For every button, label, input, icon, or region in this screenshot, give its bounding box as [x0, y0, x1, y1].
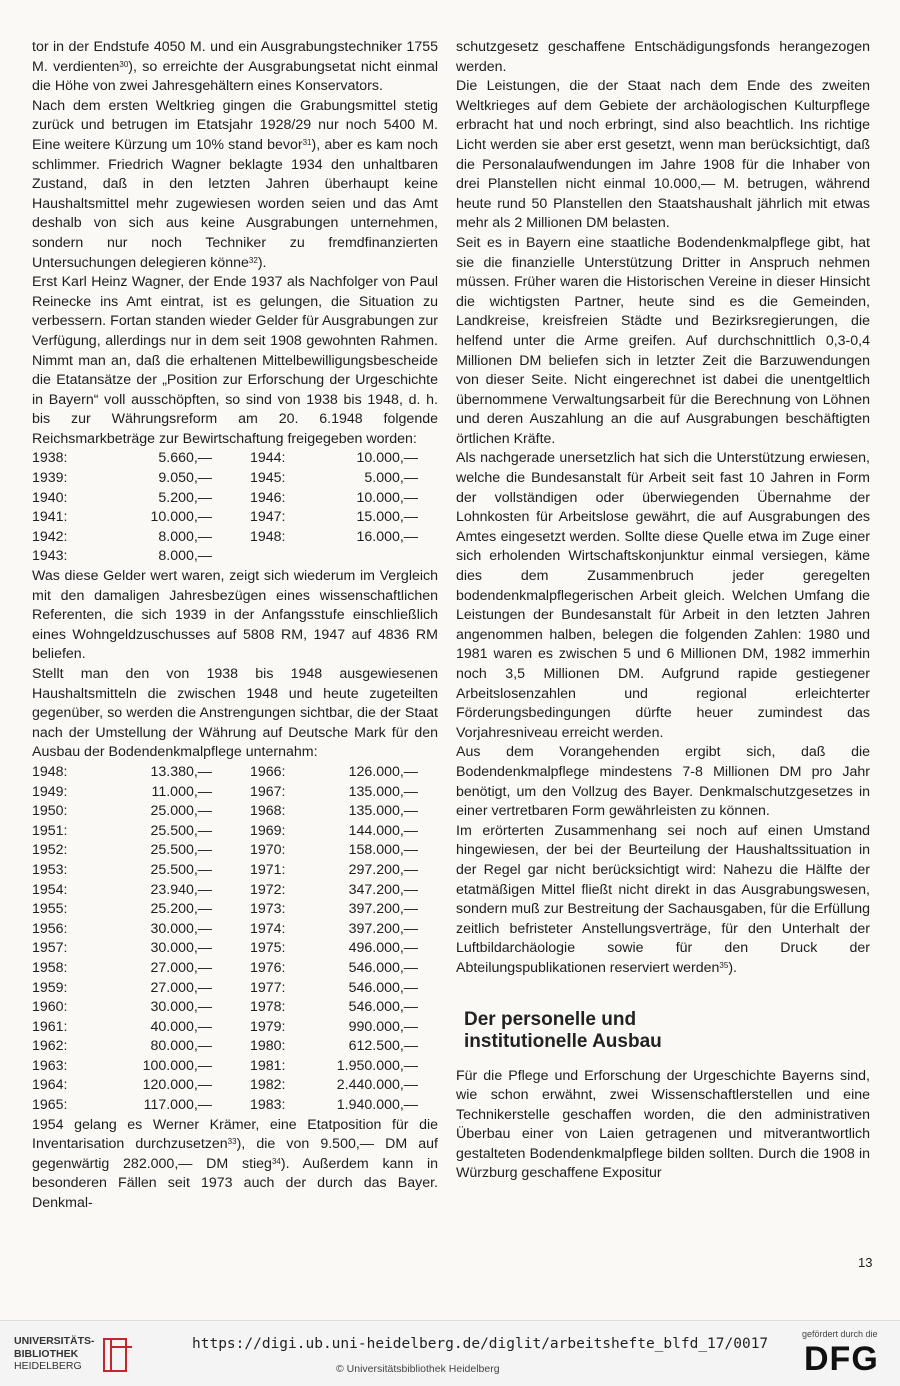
paragraph — [32, 97, 438, 273]
text: ). — [257, 254, 267, 271]
table-row — [32, 1096, 438, 1116]
spacer — [214, 841, 250, 861]
paragraph — [456, 822, 870, 979]
amount-cell: 397.200,— — [348, 901, 418, 918]
amount-cell: 120.000,— — [142, 1077, 212, 1094]
amount-cell: 10.000,— — [150, 509, 212, 526]
heading-line: Der personelle und — [464, 1008, 637, 1030]
funding-note: gefördert durch die — [802, 1329, 878, 1339]
spacer — [214, 508, 250, 528]
table-row — [32, 1018, 438, 1038]
amount-cell: 25.500,— — [150, 842, 212, 859]
year-cell: 1945: — [250, 470, 286, 487]
spacer — [214, 881, 250, 901]
amount-cell: 8.000,— — [158, 528, 212, 545]
text: ). — [728, 959, 737, 976]
spacer — [214, 1037, 250, 1057]
amount-cell: 5.660,— — [158, 450, 212, 467]
table-row — [32, 763, 438, 783]
spacer — [420, 861, 438, 881]
amount-cell: 8.000,— — [158, 548, 212, 565]
footnote-ref[interactable]: 31 — [302, 137, 312, 147]
spacer — [214, 1096, 250, 1116]
year-cell: 1968: — [250, 803, 286, 820]
spacer — [420, 1096, 438, 1116]
spacer — [214, 802, 250, 822]
spacer — [420, 547, 438, 567]
amount-cell: 9.050,— — [158, 470, 212, 487]
table-row — [32, 489, 438, 509]
amount-cell: 135.000,— — [348, 803, 418, 820]
spacer — [420, 802, 438, 822]
right-column — [456, 38, 870, 1184]
amount-cell: 40.000,— — [150, 1018, 212, 1035]
year-cell: 1976: — [250, 959, 286, 976]
table-row — [32, 959, 438, 979]
amount-cell: 16.000,— — [356, 528, 418, 545]
year-cell: 1978: — [250, 999, 286, 1016]
amount-cell: 2.440.000,— — [336, 1077, 418, 1094]
amount-cell: 1.950.000,— — [336, 1057, 418, 1074]
amount-cell: 27.000,— — [150, 979, 212, 996]
table-row — [32, 920, 438, 940]
spacer — [420, 920, 438, 940]
amount-cell: 117.000,— — [143, 1097, 212, 1114]
amount-cell: 13.380,— — [150, 763, 212, 780]
amount-cell: 27.000,— — [150, 959, 212, 976]
permalink-url[interactable]: https://digi.ub.uni-heidelberg.de/diglit/arbeitshefte_blfd_17/0017 — [192, 1336, 769, 1352]
year-cell: 1957: — [32, 940, 68, 957]
year-cell: 1939: — [32, 470, 68, 487]
table-row — [32, 861, 438, 881]
paragraph: Was diese Gelder wert waren, zeigt sich wiederum im Vergleich mit den damaligen Jahresbezügen eines wissenschaftlichen Referenten, die sich 1939 in der Anfangsstufe einschließlich eines Wohngeldzuschusses auf 5808 RM, 1947 auf 4836 RM beliefen. — [32, 568, 438, 663]
spacer — [214, 998, 250, 1018]
year-cell: 1946: — [250, 489, 286, 506]
year-cell: 1963: — [32, 1057, 68, 1074]
spacer — [214, 783, 250, 803]
spacer — [420, 528, 438, 548]
copyright-notice: © Universitätsbibliothek Heidelberg — [336, 1363, 500, 1375]
spacer — [420, 489, 438, 509]
amount-cell: 612.500,— — [348, 1038, 418, 1055]
spacer — [214, 763, 250, 783]
year-cell: 1981: — [250, 1057, 286, 1074]
heading-line: institutionelle Ausbau — [464, 1030, 662, 1052]
year-cell: 1971: — [250, 861, 286, 878]
ub-logo-mark-icon — [102, 1335, 134, 1375]
amount-cell: 158.000,— — [348, 842, 418, 859]
year-cell: 1953: — [32, 861, 68, 878]
paragraph: Erst Karl Heinz Wagner, der Ende 1937 als Nachfolger von Paul Reinecke ins Amt eintrat, ist es gelungen, die Situation zu verbessern. Fortan standen wieder Gelder für Ausgrabungen zur Verfügung, allerdings nur in dem seit 1908 gewohnten Rahmen. Nimmt man an, daß die erhaltenen Mittelbewilligungsbescheide die Etatansätze der „Position zur Erforschung der Urgeschichte in Bayern“ voll ausschöpften, so sind von 1938 bis 1948, d. h. bis zur Währungsreform am 20. 6.1948 folgende Reichsmarkbeträge zur Bewirtschaftung freigegeben worden: — [32, 274, 438, 447]
spacer — [420, 939, 438, 959]
year-cell: 1973: — [250, 901, 286, 918]
year-cell: 1982: — [250, 1077, 286, 1094]
amount-cell: 397.200,— — [348, 920, 418, 937]
table-row — [32, 822, 438, 842]
year-cell: 1956: — [32, 920, 68, 937]
paragraph — [32, 1116, 438, 1214]
amount-cell: 496.000,— — [348, 940, 418, 957]
spacer — [214, 1057, 250, 1077]
year-cell: 1980: — [250, 1038, 286, 1055]
spacer — [420, 822, 438, 842]
year-cell: 1940: — [32, 489, 68, 506]
deutsche-mark-table — [32, 763, 438, 1116]
year-cell: 1942: — [32, 528, 68, 545]
table-row — [32, 900, 438, 920]
spacer — [214, 900, 250, 920]
amount-cell: 25.500,— — [150, 861, 212, 878]
table-row — [32, 783, 438, 803]
year-cell: 1967: — [250, 783, 286, 800]
year-cell: 1975: — [250, 940, 286, 957]
year-cell: 1961: — [32, 1018, 68, 1035]
amount-cell: 80.000,— — [150, 1038, 212, 1055]
amount-cell: 135.000,— — [348, 783, 418, 800]
year-cell: 1969: — [250, 822, 286, 839]
spacer — [420, 469, 438, 489]
spacer — [214, 547, 250, 567]
footnote-ref[interactable]: 34 — [271, 1156, 281, 1166]
table-row — [32, 547, 438, 567]
left-column — [32, 38, 438, 1214]
library-name-line: HEIDELBERG — [14, 1360, 82, 1372]
amount-cell: 10.000,— — [356, 450, 418, 467]
table-row — [32, 979, 438, 999]
year-cell: 1979: — [250, 1018, 286, 1035]
table-row — [32, 1076, 438, 1096]
year-cell: 1949: — [32, 783, 68, 800]
year-cell: 1948: — [250, 528, 286, 545]
amount-cell: 5.200,— — [158, 489, 212, 506]
footnote-ref[interactable]: 32 — [248, 255, 258, 265]
ub-heidelberg-logo[interactable] — [14, 1335, 164, 1375]
amount-cell: 30.000,— — [150, 999, 212, 1016]
table-row — [32, 939, 438, 959]
year-cell: 1965: — [32, 1097, 68, 1114]
paragraph: Die Leistungen, die der Staat nach dem Ende des zweiten Weltkrieges auf dem Gebiete der archäologischen Kulturpflege erbracht hat und noch erbringt, sind also beachtlich. Ins richtige Licht werden sie aber erst gesetzt, wenn man berücksichtigt, daß die Personalaufwendungen im Jahre 1908 für die Inhaber von drei Planstellen nicht einmal 10.000,— M. betrugen, während heute rund 50 Planstellen den Staatshaushalt jährlich mit etwas mehr als 2 Millionen DM belasten. — [456, 78, 870, 232]
text: ). Außerdem kann in besonderen Fällen seit 1973 auch der durch das Bayer. Denkmal- — [32, 1155, 438, 1212]
year-cell: 1959: — [32, 979, 68, 996]
amount-cell: 25.000,— — [150, 803, 212, 820]
year-cell: 1964: — [32, 1077, 68, 1094]
spacer — [214, 920, 250, 940]
paragraph: schutzgesetz geschaffene Entschädigungsfonds herangezogen werden. — [456, 39, 870, 75]
spacer — [214, 959, 250, 979]
paragraph: Als nachgerade unersetzlich hat sich die Unterstützung erwiesen, welche die Bundesanstalt für Arbeit seit fast 10 Jahren in Form der vollständigen oder überwiegenden Übernahme der Lohnkosten für Arbeitslose gewährt, die auf Ausgrabungen des Amtes eingesetzt werden. Sollte diese Quelle etwa im Zuge einer sich erholenden Wirtschaftskonjunktur einmal versiegen, käme dies dem Zusammenbruch jeder geregelten bodendenkmalpflegerischen Arbeit gleich. Welchen Umfang die Leistungen der Bundesanstalt für Arbeit in den letzten Jahren angenommen halben, belegen die folgenden Zahlen: 1980 und 1981 waren es zwischen 5 und 6 Millionen DM, 1982 immerhin noch 3,5 Millionen DM. Aufgrund rapide gestiegener Arbeitslosenzahlen und regional erleichterter Förderungsbedingungen dürfte heuer zumindest das Vorjahresniveau erreicht werden. — [456, 450, 870, 741]
viewer-footer — [0, 1320, 900, 1386]
year-cell: 1947: — [250, 509, 286, 526]
table-row — [32, 1057, 438, 1077]
footnote-ref[interactable]: 33 — [227, 1137, 237, 1147]
amount-cell: 10.000,— — [356, 489, 418, 506]
table-row — [32, 449, 438, 469]
spacer — [420, 1037, 438, 1057]
amount-cell: 15.000,— — [356, 509, 418, 526]
year-cell: 1943: — [32, 548, 68, 565]
spacer — [214, 1018, 250, 1038]
spacer — [214, 489, 250, 509]
spacer — [420, 508, 438, 528]
year-cell: 1950: — [32, 803, 68, 820]
spacer — [214, 449, 250, 469]
table-row — [32, 802, 438, 822]
text: tor in der Endstufe 4050 M. und ein Ausgrabungstechniker 1755 M. verdienten — [32, 39, 438, 75]
amount-cell — [320, 547, 420, 567]
spacer — [420, 998, 438, 1018]
amount-cell: 25.200,— — [150, 901, 212, 918]
year-cell: 1972: — [250, 881, 286, 898]
amount-cell: 1.940.000,— — [336, 1097, 418, 1114]
amount-cell: 30.000,— — [150, 940, 212, 957]
year-cell: 1952: — [32, 842, 68, 859]
spacer — [214, 822, 250, 842]
year-cell: 1958: — [32, 959, 68, 976]
amount-cell: 546.000,— — [348, 959, 418, 976]
text: 1954 gelang es Werner Krämer, eine Etatposition für die Inventarisation durchzusetzen — [32, 1116, 438, 1153]
spacer — [420, 449, 438, 469]
year-cell: 1974: — [250, 920, 286, 937]
spacer — [214, 979, 250, 999]
spacer — [420, 841, 438, 861]
paragraph: Aus dem Vorangehenden ergibt sich, daß die Bodendenkmalpflege mindestens 7-8 Millionen DM pro Jahr benötigt, um den Vollzug des Bayer. Denkmalschutzgesetzes in einer vertretbaren Form gewährleisten zu können. — [456, 744, 870, 820]
amount-cell: 546.000,— — [348, 999, 418, 1016]
table-row — [32, 469, 438, 489]
year-cell: 1977: — [250, 979, 286, 996]
year-cell: 1941: — [32, 509, 68, 526]
amount-cell: 990.000,— — [348, 1018, 418, 1035]
year-cell: 1938: — [32, 450, 68, 467]
year-cell: 1970: — [250, 842, 286, 859]
spacer — [420, 763, 438, 783]
amount-cell: 347.200,— — [348, 881, 418, 898]
amount-cell: 25.500,— — [150, 822, 212, 839]
table-row — [32, 841, 438, 861]
dfg-logo[interactable]: DFG — [804, 1340, 879, 1378]
amount-cell: 144.000,— — [348, 822, 418, 839]
section-heading — [464, 1009, 870, 1053]
spacer — [214, 528, 250, 548]
table-row — [32, 1037, 438, 1057]
year-cell: 1960: — [32, 999, 68, 1016]
spacer — [420, 1057, 438, 1077]
table-row — [32, 508, 438, 528]
year-cell: 1962: — [32, 1038, 68, 1055]
spacer — [420, 1076, 438, 1096]
spacer — [420, 959, 438, 979]
spacer — [420, 1018, 438, 1038]
table-row — [32, 881, 438, 901]
spacer — [214, 469, 250, 489]
amount-cell: 297.200,— — [348, 861, 418, 878]
year-cell: 1983: — [250, 1097, 286, 1114]
year-cell: 1951: — [32, 822, 68, 839]
year-cell: 1954: — [32, 881, 68, 898]
spacer — [420, 881, 438, 901]
library-name — [14, 1335, 95, 1373]
text: ), so erreichte der Ausgrabungsetat nicht einmal die Höhe von zwei Jahresgehältern eines Konservators. — [32, 58, 438, 95]
amount-cell: 11.000,— — [151, 783, 212, 800]
spacer — [420, 979, 438, 999]
spacer — [214, 861, 250, 881]
amount-cell: 126.000,— — [348, 763, 418, 780]
amount-cell: 546.000,— — [348, 979, 418, 996]
library-name-line: BIBLIOTHEK — [14, 1347, 79, 1360]
amount-cell: 5.000,— — [364, 470, 418, 487]
year-cell: 1966: — [250, 763, 286, 780]
page-number: 13 — [858, 1255, 873, 1270]
text: Nach dem ersten Weltkrieg gingen die Grabungsmittel stetig zurück und betrugen im Etatsjahr 1928/29 nur noch 5400 M. Eine weitere Kürzung um 10% stand bevor — [32, 97, 438, 153]
library-name-line: UNIVERSITÄTS- — [14, 1335, 95, 1347]
amount-cell: 30.000,— — [150, 920, 212, 937]
paragraph — [32, 38, 438, 97]
year-cell: 1955: — [32, 901, 68, 918]
paragraph: Für die Pflege und Erforschung der Urgeschichte Bayerns sind, wie schon erwähnt, zwei Wissenschaftlerstellen und eine Technikerstelle geschaffen worden, die den administrativen Überbau einer von Laien getragenen und mitverantwortlich gestalteten Bodendenkmalpflege bilden sollten. Durch die 1908 in Würzburg geschaffene Expositur — [456, 1067, 870, 1182]
paragraph: Seit es in Bayern eine staatliche Bodendenkmalpflege gibt, hat sie die finanzielle Unterstützung Dritter in Anspruch nehmen müssen. Früher waren die Historischen Vereine in dieser Hinsicht die wichtigsten Partner, heute sind es die Gemeinden, Landkreise, kreisfreien Städte und Bezirksregierungen, die helfend unter die Arme greifen. Auf durchschnittlich 0,3-0,4 Millionen DM beliefen sich in letzter Zeit die Barzuwendungen von dieser Seite. Nicht eingerechnet ist dabei die unentgeltlich übernommene Verwaltungsarbeit für die Berechnung von Löhnen und deren Auszahlung an die auf Ausgrabungen beschäftigten örtlichen Kräfte. — [456, 234, 870, 447]
text: ), die von 9.500,— DM auf gegenwärtig 282.000,— DM stieg — [32, 1136, 438, 1172]
spacer — [214, 939, 250, 959]
reichsmark-table — [32, 449, 438, 567]
amount-cell: 23.940,— — [150, 881, 212, 898]
table-row — [32, 528, 438, 548]
spacer — [214, 1076, 250, 1096]
text: Im erörterten Zusammenhang sei noch auf einen Umstand hingewiesen, der bei der Beurteilung der Haushaltssituation in der Regel gar nicht berücksichtigt wird: Nahezu die Hälfte der etatmäßigen Mittel fließt nicht direkt in das Ausgrabungswesen, sondern muß zur Bestreitung der Sachausgaben, für die Erfüllung zeitlich befristeter Anstellungsverträge, für den Unterhalt der Luftbildarchäologie sowie für den Druck der Abteilungspublikationen reserviert werden — [456, 822, 870, 976]
amount-cell: 100.000,— — [142, 1057, 212, 1074]
footnote-ref[interactable]: 35 — [719, 960, 729, 970]
paragraph: Stellt man den von 1938 bis 1948 ausgewiesenen Haushaltsmitteln die zwischen 1948 und heute zugeteilten gegenüber, so werden die Anstrengungen sichtbar, die der Staat nach der Umstellung der Währung auf Deutsche Mark für den Ausbau der Bodendenkmalpflege unternahm: — [32, 666, 438, 761]
year-cell: 1948: — [32, 763, 68, 780]
year-cell — [250, 547, 320, 567]
footnote-ref[interactable]: 30 — [119, 59, 129, 69]
spacer — [420, 783, 438, 803]
text: ), aber es kam noch schlimmer. Friedrich Wagner beklagte 1934 den unhaltbaren Zustand, daß in den letzten Jahren überhaupt keine Haushaltsmittel mehr zugewiesen worden seien und das Amt deshalb von sich aus keine Ausgrabungen unternehmen, sondern nur noch Techniker zu fremdfinanzierten Untersuchungen delegieren könne — [32, 136, 438, 271]
table-row — [32, 998, 438, 1018]
year-cell: 1944: — [250, 450, 286, 467]
spacer — [420, 900, 438, 920]
